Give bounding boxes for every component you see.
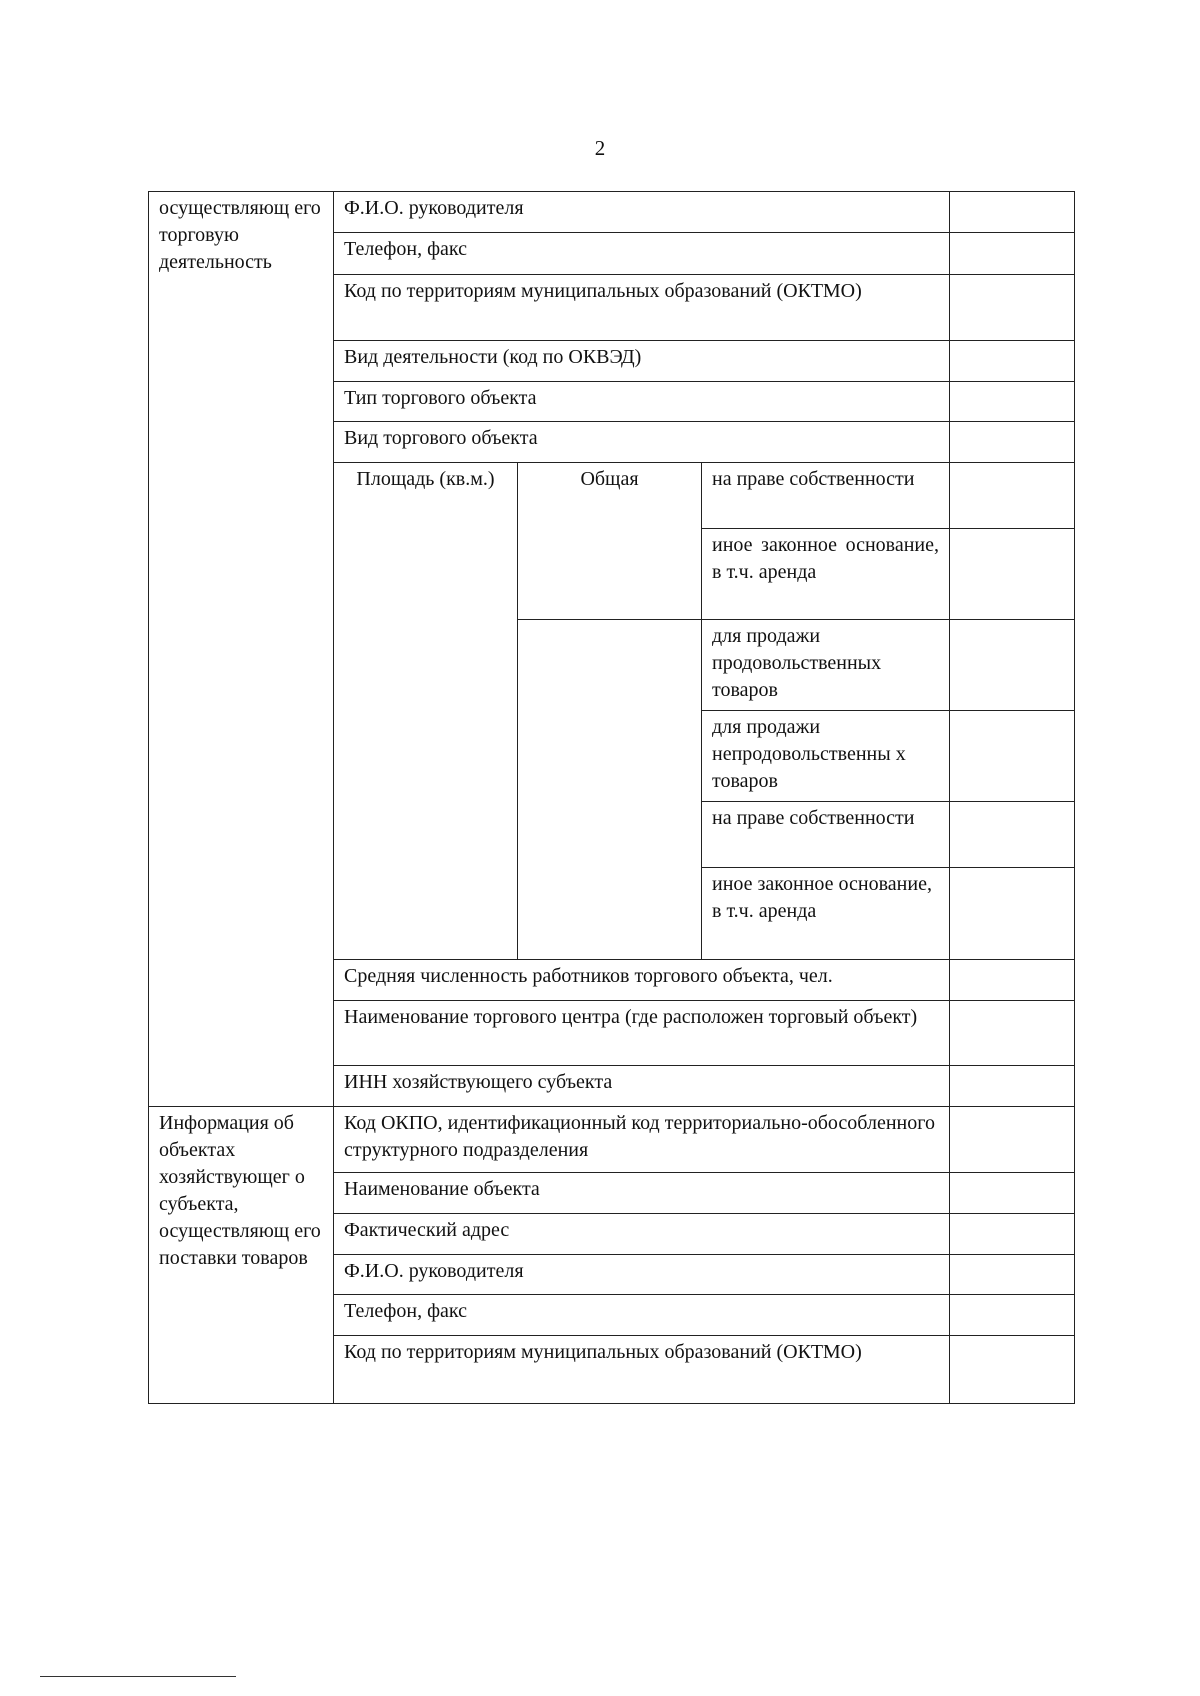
value-cell-inn[interactable] [950,1066,1075,1107]
table-row [149,192,1075,233]
value-cell-object-name[interactable] [950,1173,1075,1214]
row-label-fio-2: Ф.И.О. руководителя [334,1255,950,1295]
value-cell-area-trade-lease[interactable] [950,868,1075,960]
page-number: 2 [594,136,606,160]
row-label-phone-2: Телефон, факс [334,1295,950,1336]
area-trade-own: на праве собственности [702,802,950,868]
value-cell-employees[interactable] [950,960,1075,1001]
value-cell-okpo[interactable] [950,1107,1075,1173]
value-cell-okved[interactable] [950,341,1075,382]
value-cell-area-trade-own[interactable] [950,802,1075,868]
area-trade-lease: иное законное основание, в т.ч. аренда [702,868,950,960]
value-cell-address[interactable] [950,1214,1075,1255]
value-cell-fio-2[interactable] [950,1255,1075,1295]
row-label-address: Фактический адрес [334,1214,950,1255]
value-cell-oktmo[interactable] [950,275,1075,341]
area-nonfood: для продажи непродовольственны х товаров [702,711,950,802]
value-cell-fio[interactable] [950,192,1075,233]
row-label-inn: ИНН хозяйствующего субъекта [334,1066,950,1107]
value-cell-oktmo-2[interactable] [950,1336,1075,1404]
row-label-oktmo: Код по территориям муниципальных образований (ОКТМО) [334,275,950,341]
value-cell-object-type[interactable] [950,382,1075,422]
footer-rule [40,1676,236,1677]
section-label-supply: Информация об объектах хозяйствующег о субъекта, осуществляющ его поставки товаров [149,1107,334,1404]
row-label-object-kind: Вид торгового объекта [334,422,950,463]
row-label-employees: Средняя численность работников торгового объекта, чел. [334,960,950,1001]
area-total-label: Общая [518,463,702,620]
table-row [149,1107,1075,1173]
value-cell-object-kind[interactable] [950,422,1075,463]
row-label-okpo: Код ОКПО, идентификационный код территориально-обособленного структурного подразделения [334,1107,950,1173]
row-label-oktmo-2: Код по территориям муниципальных образований (ОКТМО) [334,1336,950,1404]
area-total-lease: иное законное основание, в т.ч. аренда [702,529,950,620]
row-label-object-name: Наименование объекта [334,1173,950,1214]
value-cell-area-total-own[interactable] [950,463,1075,529]
section-label-trading: осуществляющ его торговую деятельность [149,192,334,1107]
value-cell-area-food[interactable] [950,620,1075,711]
area-food: для продажи продовольственных товаров [702,620,950,711]
area-label: Площадь (кв.м.) [334,463,518,960]
value-cell-mall[interactable] [950,1001,1075,1066]
value-cell-phone-2[interactable] [950,1295,1075,1336]
value-cell-area-nonfood[interactable] [950,711,1075,802]
value-cell-phone[interactable] [950,233,1075,275]
row-label-okved: Вид деятельности (код по ОКВЭД) [334,341,950,382]
information-form-table [148,191,1075,1404]
row-label-fio: Ф.И.О. руководителя [334,192,950,233]
area-total-own: на праве собственности [702,463,950,529]
value-cell-area-total-lease[interactable] [950,529,1075,620]
row-label-phone: Телефон, факс [334,233,950,275]
row-label-object-type: Тип торгового объекта [334,382,950,422]
area-trade-label [518,620,702,960]
row-label-mall: Наименование торгового центра (где расположен торговый объект) [334,1001,950,1066]
